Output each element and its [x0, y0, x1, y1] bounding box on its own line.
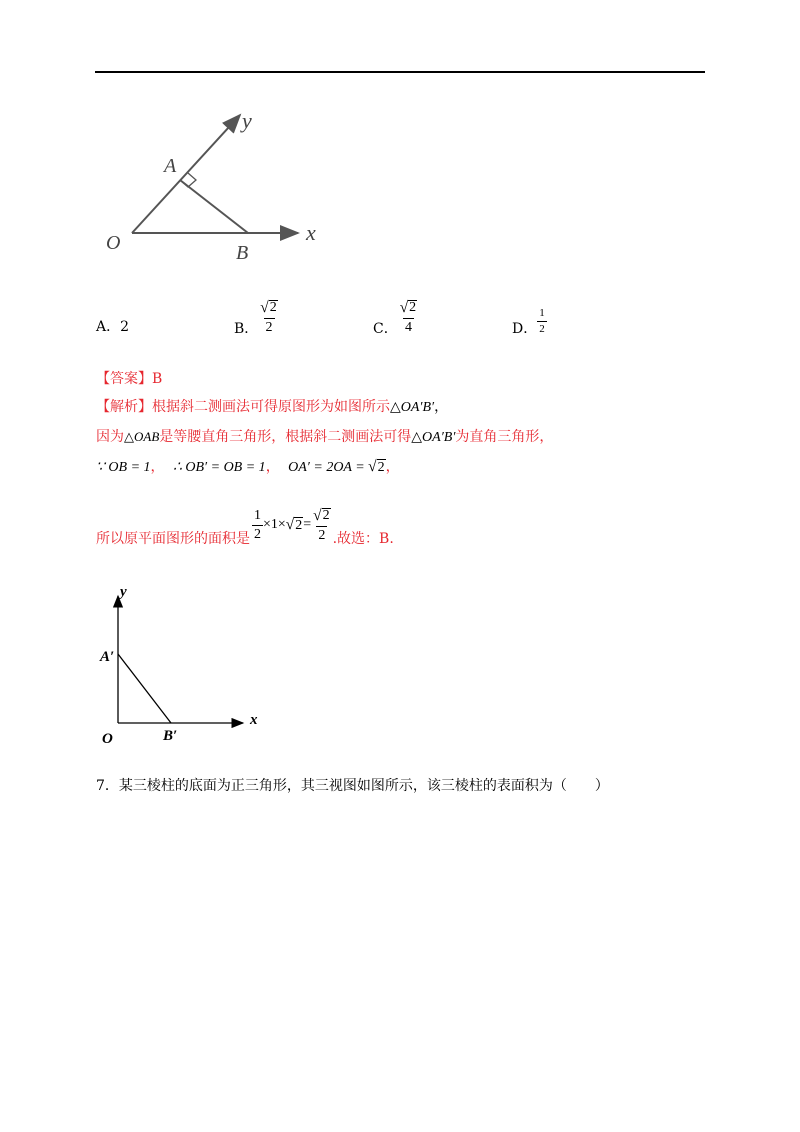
separator-1: ， — [150, 459, 165, 475]
label-a: A — [164, 155, 177, 177]
option-d-letter: D． — [512, 321, 538, 337]
label-o: O — [106, 232, 121, 254]
half-numerator: 1 — [254, 507, 261, 523]
label-y-2: y — [120, 584, 127, 600]
label-b: B — [236, 242, 249, 264]
area-fraction-result: √ 2 2 — [313, 506, 330, 543]
area-fraction-half — [252, 509, 263, 542]
analysis-line-3 — [96, 456, 400, 476]
result-denominator: 2 — [318, 527, 326, 543]
option-d-fraction — [537, 308, 547, 335]
option-c-letter: C． — [373, 321, 398, 337]
separator-2: ， — [265, 459, 280, 475]
triangle-oab-prime: △OA′B′ — [390, 400, 435, 415]
label-y: y — [242, 108, 252, 133]
option-a — [96, 316, 129, 336]
area-text: 所以原平面图形的面积是 — [96, 531, 250, 547]
label-x: x — [306, 220, 316, 245]
therefore-ob-prime: ∴ OB′ = OB = 1 — [172, 460, 266, 475]
oblique-triangle-figure — [100, 100, 330, 270]
analysis-line-2 — [96, 426, 553, 446]
option-b-fraction: √ 2 2 — [260, 298, 277, 335]
label-a-prime: A′ — [100, 649, 115, 665]
oa-prime-equation: OA′ = 2OA = √ 2 — [288, 458, 385, 475]
answer-label: 【答案】 — [96, 371, 152, 387]
analysis-text-2b: 是等腰直角三角形，根据斜二测画法可得 — [159, 429, 412, 445]
analysis-text-2a: 因为 — [96, 429, 124, 445]
choose-b-text: .故选：B. — [332, 531, 394, 547]
answer-value: B — [152, 371, 163, 387]
option-c — [373, 296, 419, 338]
option-a-value: 2 — [120, 319, 130, 335]
analysis-line-4: 所以原平面图形的面积是 $\frac{1}{2}$ ×1× √ 2 = √ 2 2 .故选：B. — [96, 506, 394, 547]
triangle-oab-prime-2: △OA′B′ — [411, 430, 456, 445]
option-d-numerator: 1 — [539, 306, 545, 319]
equals-sign: = — [303, 517, 312, 532]
original-triangle-figure — [95, 582, 275, 752]
oa-prime-lhs: OA′ = 2OA = — [288, 460, 369, 475]
option-b-letter: B． — [234, 321, 259, 337]
option-b-radicand: 2 — [269, 299, 277, 315]
oa-prime-radicand: 2 — [377, 460, 385, 475]
option-c-radicand: 2 — [409, 299, 417, 315]
option-a-letter: A． — [96, 319, 121, 335]
option-b — [234, 296, 280, 338]
area-radicand: 2 — [295, 518, 303, 533]
given-ob: ∵ OB = 1 — [96, 460, 151, 475]
option-b-denominator: 2 — [265, 319, 273, 335]
question-7: 7．某三棱柱的底面为正三角形，其三视图如图所示，该三棱柱的表面积为（ ） — [96, 778, 609, 794]
label-o-2: O — [102, 731, 113, 747]
segment-a-prime-b-prime — [118, 654, 171, 723]
option-d-denominator: 2 — [539, 322, 545, 335]
label-x-2: x — [250, 712, 258, 728]
half-denominator: 2 — [254, 526, 261, 542]
analysis-punct-1: ， — [434, 399, 449, 415]
times-one: ×1× — [263, 517, 286, 532]
analysis-line-1 — [96, 396, 448, 416]
header-rule — [95, 71, 705, 73]
label-b-prime: B′ — [163, 728, 178, 744]
analysis-text-2c: 为直角三角形， — [455, 429, 554, 445]
separator-3: ， — [385, 459, 400, 475]
option-c-fraction: √ 2 4 — [399, 298, 417, 335]
analysis-text-1: 根据斜二测画法可得原图形为如图所示 — [152, 399, 390, 415]
right-angle-mark — [180, 173, 196, 187]
triangle-oab: △OAB — [124, 429, 160, 444]
segment-ab — [180, 180, 248, 233]
analysis-label: 【解析】 — [96, 399, 152, 415]
option-d — [512, 304, 547, 338]
answer-line — [96, 368, 162, 388]
result-radicand: 2 — [322, 507, 330, 523]
option-c-denominator: 4 — [404, 319, 412, 335]
